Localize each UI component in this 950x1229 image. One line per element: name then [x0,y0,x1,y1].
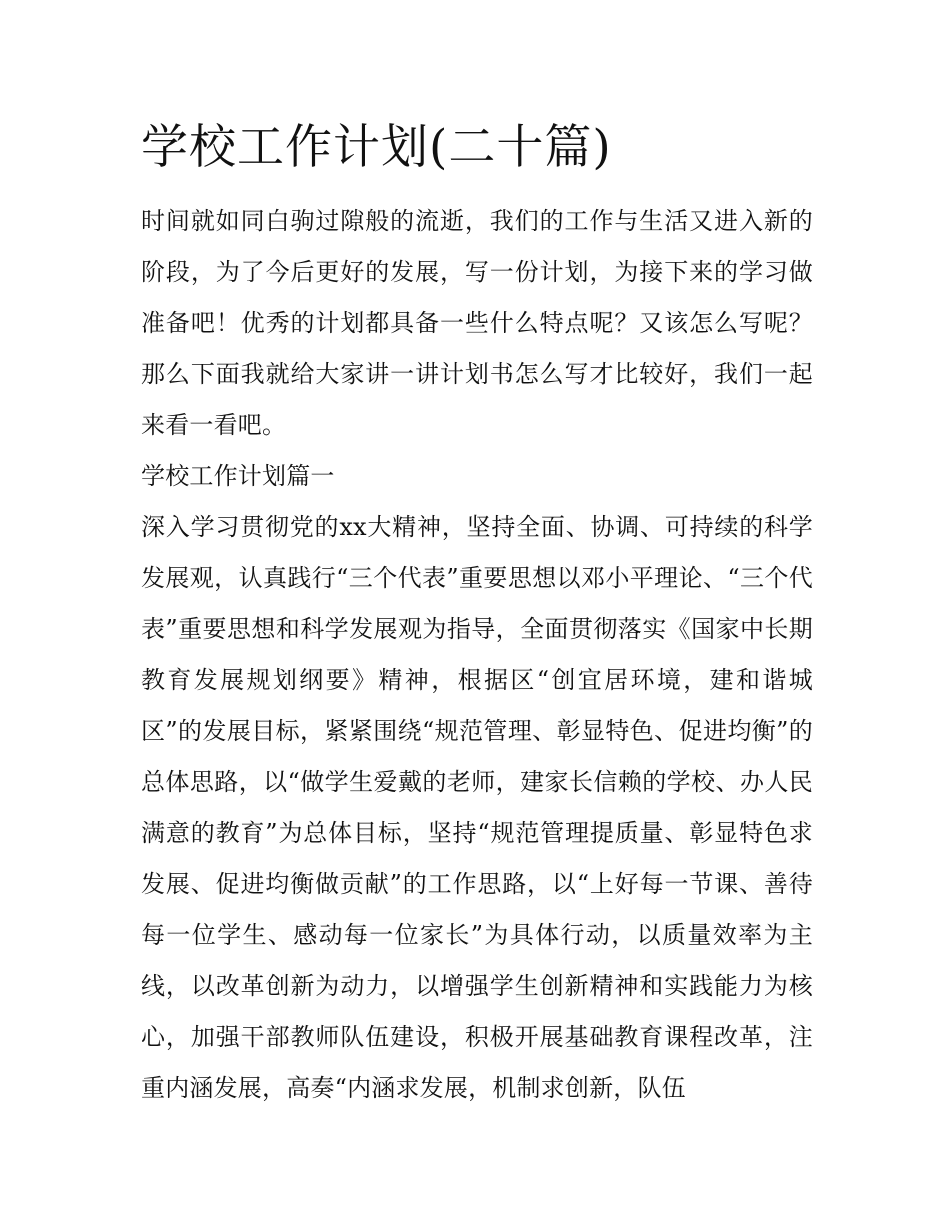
body-paragraph: 深入学习贯彻党的xx大精神，坚持全面、协调、可持续的科学发展观，认真践行“三个代表”重要思想以邓小平理论、“三个代表”重要思想和科学发展观为指导，全面贯彻落实《国家中长期教育发展规划纲要》精神，根据区“创宜居环境，建和谐城区”的发展目标，紧紧围绕“规范管理、彰显特色、促进均衡”的总体思路，以“做学生爱戴的老师，建家长信赖的学校、办人民满意的教育”为总体目标，坚持“规范管理提质量、彰显特色求发展、促进均衡做贡献”的工作思路，以“上好每一节课、善待每一位学生、感动每一位家长”为具体行动，以质量效率为主线，以改革创新为动力，以增强学生创新精神和实践能力为核心，加强干部教师队伍建设，积极开展基础教育课程改革，注重内涵发展，高奏“内涵求发展，机制求创新，队伍 [141,513,813,1102]
document-title: 学校工作计划(二十篇) [141,120,612,175]
intro-paragraph: 时间就如同白驹过隙般的流逝，我们的工作与生活又进入新的阶段，为了今后更好的发展，写一份计划，为接下来的学习做准备吧！优秀的计划都具备一些什么特点呢？又该怎么写呢？那么下面我就给大家讲一讲计划书怎么写才比较好，我们一起来看一看吧。 [141,207,813,439]
document-content [141,112,813,1114]
section-heading: 学校工作计划篇一 [141,462,335,490]
